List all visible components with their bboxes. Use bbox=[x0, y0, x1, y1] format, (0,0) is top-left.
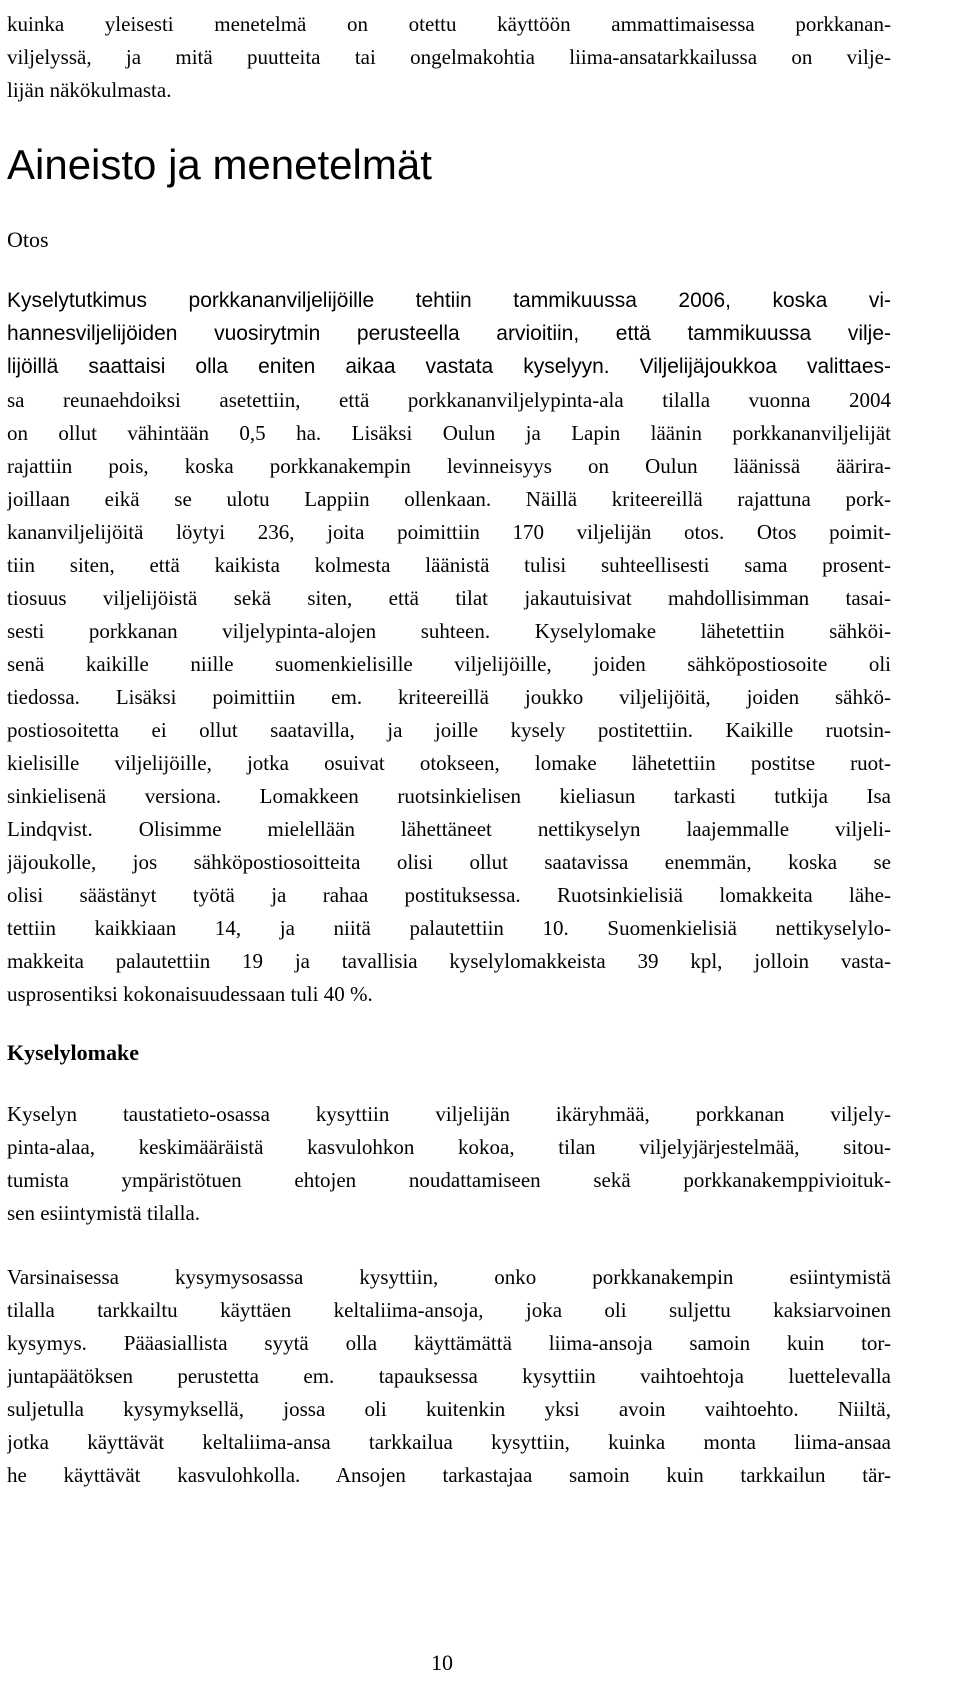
kyselylomake-line: jotka käyttävät keltaliima-ansa tarkkailua kysyttiin, kuinka monta liima-ansaa bbox=[7, 1430, 891, 1454]
otos-line: senä kaikille niille suomenkielisille viljelijöille, joiden sähköpostiosoite oli bbox=[7, 652, 891, 676]
otos-line: joillaan eikä se ulotu Lappiin ollenkaan. Näillä kriteereillä rajattuna pork- bbox=[7, 487, 891, 511]
otos-line: Kyselytutkimus porkkananviljelijöille tehtiin tammikuussa 2006, koska vi- bbox=[7, 289, 891, 312]
kyselylomake-line: tilalla tarkkailtu käyttäen keltaliima-ansoja, joka oli suljettu kaksiarvoinen bbox=[7, 1298, 891, 1322]
otos-line: usprosentiksi kokonaisuudessaan tuli 40 %. bbox=[7, 982, 373, 1006]
otos-line: sesti porkkanan viljelypinta-alojen suhteen. Kyselylomake lähetettiin sähköi- bbox=[7, 619, 891, 643]
otos-line: kielisille viljelijöille, jotka osuivat otokseen, lomake lähetettiin postitse ruot- bbox=[7, 751, 891, 775]
otos-line: Lindqvist. Olisimme mielellään lähettäneet nettikyselyn laajemmalle viljeli- bbox=[7, 817, 891, 841]
kyselylomake-heading: Kyselylomake bbox=[7, 1040, 139, 1065]
kyselylomake-line: tumista ympäristötuen ehtojen noudattamiseen sekä porkkanakemppivioituk- bbox=[7, 1168, 891, 1192]
otos-line: tettiin kaikkiaan 14, ja niitä palautettiin 10. Suomenkielisiä nettikyselylo- bbox=[7, 916, 891, 940]
otos-line: postiosoitetta ei ollut saatavilla, ja joille kysely postitettiin. Kaikille ruotsin- bbox=[7, 718, 891, 742]
otos-line: makkeita palautettiin 19 ja tavallisia kyselylomakkeista 39 kpl, jolloin vasta- bbox=[7, 949, 891, 973]
otos-line: tiedossa. Lisäksi poimittiin em. kriteereillä joukko viljelijöitä, joiden sähkö- bbox=[7, 685, 891, 709]
otos-line: rajattiin pois, koska porkkanakempin levinneisyys on Oulun läänissä äärira- bbox=[7, 454, 891, 478]
kyselylomake-line: Kyselyn taustatieto-osassa kysyttiin viljelijän ikäryhmää, porkkanan viljely- bbox=[7, 1102, 891, 1126]
otos-line: sinkielisenä versiona. Lomakkeen ruotsinkielisen kieliasun tarkasti tutkija Isa bbox=[7, 784, 891, 808]
otos-line: tiin siten, että kaikista kolmesta läänistä tulisi suhteellisesti sama prosent- bbox=[7, 553, 891, 577]
page-number: 10 bbox=[431, 1650, 453, 1675]
kyselylomake-line: suljetulla kysymyksellä, jossa oli kuitenkin yksi avoin vaihtoehto. Niiltä, bbox=[7, 1397, 891, 1421]
kyselylomake-line: he käyttävät kasvulohkolla. Ansojen tarkastajaa samoin kuin tarkkailun tär- bbox=[7, 1463, 891, 1487]
otos-line: on ollut vähintään 0,5 ha. Lisäksi Oulun ja Lapin läänin porkkananviljelijät bbox=[7, 421, 891, 445]
section-heading: Aineisto ja menetelmät bbox=[7, 141, 432, 188]
otos-line: jäjoukolle, jos sähköpostiosoitteita olisi ollut saatavissa enemmän, koska se bbox=[7, 850, 891, 874]
otos-line: sa reunaehdoiksi asetettiin, että porkkananviljelypinta-ala tilalla vuonna 2004 bbox=[7, 388, 891, 412]
otos-heading: Otos bbox=[7, 227, 49, 252]
kyselylomake-line: Varsinaisessa kysymysosassa kysyttiin, onko porkkanakempin esiintymistä bbox=[7, 1265, 891, 1289]
otos-line: tiosuus viljelijöistä sekä siten, että tilat jakautuisivat mahdollisimman tasai- bbox=[7, 586, 891, 610]
kyselylomake-line: pinta-alaa, keskimääräistä kasvulohkon kokoa, tilan viljelyjärjestelmää, sitou- bbox=[7, 1135, 891, 1159]
otos-line: hannesviljelijöiden vuosirytmin perusteella arvioitiin, että tammikuussa vilje- bbox=[7, 322, 891, 345]
kyselylomake-line: sen esiintymistä tilalla. bbox=[7, 1201, 201, 1225]
intro-line: viljelyssä, ja mitä puutteita tai ongelmakohtia liima-ansatarkkailussa on vilje- bbox=[7, 45, 891, 69]
otos-line: olisi säästänyt työtä ja rahaa postituksessa. Ruotsinkielisiä lomakkeita lähe- bbox=[7, 883, 891, 907]
otos-line: lijöillä saattaisi olla eniten aikaa vastata kyselyyn. Viljelijäjoukkoa valittaes- bbox=[7, 355, 891, 378]
otos-line: kananviljelijöitä löytyi 236, joita poimittiin 170 viljelijän otos. Otos poimit- bbox=[7, 520, 891, 544]
intro-line: lijän näkökulmasta. bbox=[7, 78, 172, 102]
kyselylomake-line: kysymys. Pääasiallista syytä olla käyttämättä liima-ansoja samoin kuin tor- bbox=[7, 1331, 891, 1355]
intro-line: kuinka yleisesti menetelmä on otettu käyttöön ammattimaisessa porkkanan- bbox=[7, 12, 891, 36]
kyselylomake-line: juntapäätöksen perustetta em. tapauksessa kysyttiin vaihtoehtoja luettelevalla bbox=[7, 1364, 891, 1388]
